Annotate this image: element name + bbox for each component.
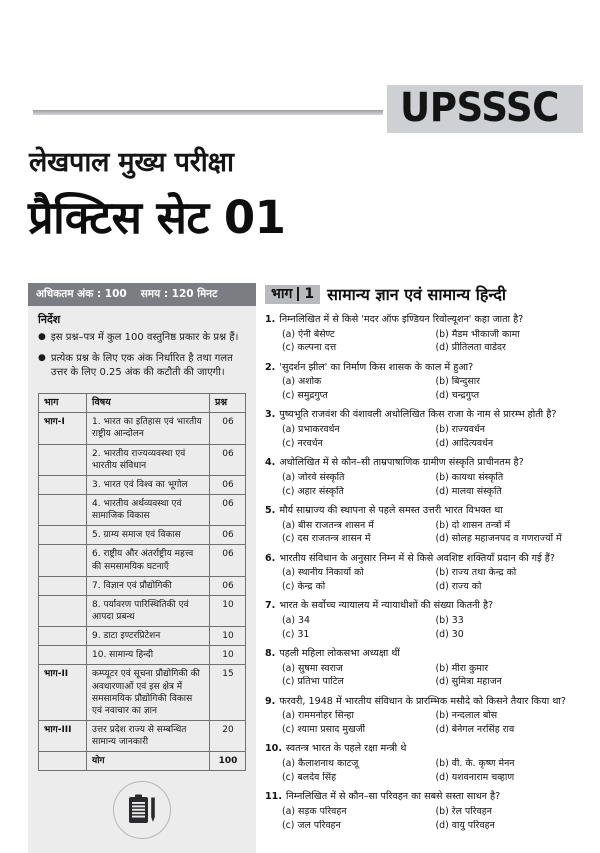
option-b[interactable]: (b) दो शासन तन्त्रों में [435,519,511,531]
question-item [265,457,585,498]
question-line [265,648,585,661]
cell-part: भाग-III [39,720,87,751]
question-line [265,696,585,709]
cell-part [39,495,87,526]
instruction-text: इस प्रश्न–पत्र में कुल 100 वस्तुनिष्ठ प्रकार के प्रश्न हैं। [50,332,239,343]
part-label: भाग [271,285,293,302]
cell-subject: 3. भारत एवं विश्व का भूगोल [87,475,210,494]
option-d[interactable]: (d) यशवनाराम चव्हाण [435,771,515,783]
option-b[interactable]: (b) मीरा कुमार [435,662,489,674]
page-header [0,0,600,262]
options-grid [265,472,585,499]
clipboard-pen-icon [113,781,171,839]
option-a[interactable]: (a) स्थानीय निकायों को [282,567,364,579]
question-text: पहली महिला लोकसभा अध्यक्षा थीं [279,648,400,660]
option-a[interactable]: (a) कैलाशनाथ काटजू [282,758,359,770]
question-text: 'सुदर्शन झील' का निर्माण किस शासक के काल में हुआ? [279,361,474,373]
option-b[interactable]: (b) बिन्दुसार [435,376,481,388]
option-d[interactable]: (d) बेनेगल नरसिंह राव [435,724,515,736]
option-b[interactable]: (b) कायथा संस्कृति [435,471,504,483]
options-grid [265,758,585,785]
section-title: सामान्य ज्ञान एवं सामान्य हिन्दी [327,285,506,304]
option-a[interactable]: (a) सड़क परिवहन [282,805,347,817]
duration-label: समय : 120 मिनट [140,288,218,300]
question-line [265,314,585,327]
question-item [265,743,585,784]
option-a[interactable]: (a) प्रभाकरवर्धन [282,424,340,436]
option-a[interactable]: (a) जोरवे संस्कृति [282,471,345,483]
table-row [39,595,246,626]
cell-count: 06 [210,545,246,576]
option-c[interactable]: (c) बलदेव सिंह [282,771,337,783]
option-c[interactable]: (c) नरवर्धन [282,437,323,449]
syllabus-table-wrap [28,389,256,772]
part-number: 1 [304,285,315,302]
table-row [39,646,246,665]
option-a[interactable]: (a) सुषमा स्वराज [282,662,343,674]
question-text: पुष्यभूति राजवंश की वंशावली अधोलिखित किस राजा के नाम से प्रारम्भ होती है? [279,409,557,421]
cell-count: 06 [210,526,246,545]
option-d[interactable]: (d) 30 [435,628,464,640]
question-number: 11. [265,791,282,803]
option-a[interactable]: (a) 34 [282,614,310,626]
cell-subject: 8. पर्यावरण पारिस्थितिकी एवं आपदा प्रबन्ध [87,595,210,626]
options-grid [265,376,585,403]
question-number: 9. [265,695,276,707]
option-d[interactable]: (d) प्रीतिलता वाडेदर [435,342,506,354]
option-c[interactable]: (c) प्रतिभा पाटिल [282,676,344,688]
question-item [265,505,585,546]
question-text: अधोलिखित में से कौन–सी ताम्रपाषाणिक ग्रामीण संस्कृति प्राचीनतम है? [279,457,524,469]
cell-part [39,627,87,646]
instruction-item [38,331,246,346]
question-number: 6. [265,552,276,564]
option-d[interactable]: (d) वायु परिवहन [435,819,495,831]
option-a[interactable]: (a) राममनोहर सिन्हा [282,710,354,722]
question-line [265,362,585,375]
question-number: 3. [265,409,276,421]
option-b[interactable]: (b) राज्यवर्धन [435,424,485,436]
option-b[interactable]: (b) राज्य तथा केन्द्र को [435,567,517,579]
question-line [265,553,585,566]
cell-count: 06 [210,475,246,494]
question-line [265,791,585,804]
option-b[interactable]: (b) वी. के. कृष्ण मेनन [435,758,515,770]
option-d[interactable]: (d) राज्य को [435,581,482,593]
question-line [265,505,585,518]
brand-name: UPSSSC [400,85,560,131]
option-c[interactable]: (c) अहार संस्कृति [282,485,344,497]
question-text: भारतीय संविधान के अनुसार निम्न में से किसे अवशिष्ट शक्तियाँ प्रदान की गई हैं? [279,552,555,564]
cell-subject: 7. विज्ञान एवं प्रौद्योगिकी [87,576,210,595]
table-row [39,475,246,494]
question-item [265,696,585,737]
cell-subject: 1. भारत का इतिहास एवं भारतीय राष्ट्रीय आन्दोलन [87,413,210,444]
question-number: 1. [265,314,276,325]
option-c[interactable]: (c) कल्पना दत्त [282,342,337,354]
question-number: 10. [265,743,282,755]
cell-part [39,752,87,771]
question-item [265,791,585,832]
question-number: 2. [265,361,276,373]
options-grid [265,663,585,690]
cell-subject: कम्प्यूटर एवं सूचना प्रौद्योगिकी की अवधारणाओं एवं इस क्षेत्र में समसामयिक प्रौद्योगिकी विकास एवं नवाचार का ज्ञान [87,665,210,721]
instruction-text: प्रत्येक प्रश्न के लिए एक अंक निर्धारित है तथा गलत उत्तर के लिए 0.25 अंक की कटौती की जाएगी। [50,352,233,378]
option-a[interactable]: (a) अशोक [282,376,322,388]
table-row [39,526,246,545]
part-badge [265,285,320,304]
cell-part [39,545,87,576]
column-header-subject: विषय [87,393,210,413]
cell-subject: 5. ग्राम्य समाज एवं विकास [87,526,210,545]
option-a[interactable]: (a) बीस राजतन्त्र शासन में [282,519,374,531]
table-row [39,495,246,526]
cell-count: 06 [210,413,246,444]
part-separator-icon [297,287,299,301]
options-grid [265,424,585,451]
question-item [265,409,585,450]
options-grid [265,806,585,833]
cell-part: भाग-II [39,665,87,721]
instructions-heading: निर्देश [38,313,61,326]
cell-count: 10 [210,646,246,665]
cell-subject-total: योग [87,752,210,771]
option-c[interactable]: (c) श्यामा प्रसाद मुखर्जी [282,724,366,736]
option-c[interactable]: (c) केन्द्र को [282,581,326,593]
question-text: भारत के सर्वोच्च न्यायालय में न्यायाधीशों की संख्या कितनी है? [279,600,494,612]
section-header [265,283,585,305]
cell-part [39,475,87,494]
cell-subject: 2. भारतीय राज्यव्यवस्था एवं भारतीय संविधान [87,444,210,475]
decorative-icon-zone [28,771,256,843]
option-d[interactable]: (d) आदित्यवर्धन [435,437,494,449]
cell-part [39,646,87,665]
cell-part [39,576,87,595]
options-grid [265,329,585,356]
table-row [39,413,246,444]
question-text: निम्नलिखित में से किसे 'मदर ऑफ इण्डियन रिवोल्यूशन' कहा जाता है? [279,314,524,325]
cell-part: भाग-I [39,413,87,444]
option-d[interactable]: (d) सोलह महाजनपद व गणराज्यों में [435,533,562,545]
cell-subject: 4. भारतीय अर्थव्यवस्था एवं सामाजिक विकास [87,495,210,526]
cell-part [39,595,87,626]
table-row-total [39,752,246,771]
question-item [265,314,585,355]
bullet-icon: ● [38,332,46,342]
table-row [39,665,246,721]
option-c[interactable]: (c) दस राजतन्त्र शासन में [282,533,371,545]
instruction-item [38,352,246,381]
cell-count: 06 [210,576,246,595]
option-b[interactable]: (b) नन्दलाल बोस [435,710,498,722]
question-number: 4. [265,457,276,469]
page-title: प्रैक्टिस सेट 01 [28,191,286,244]
question-item [265,600,585,641]
option-c[interactable]: (c) जल परिवहन [282,819,341,831]
option-b[interactable]: (b) रेल परिवहन [435,805,492,817]
column-header-count: प्रश्न [210,393,246,413]
bullet-icon: ● [38,352,46,363]
option-d[interactable]: (d) सुमित्रा महाजन [435,676,502,688]
options-grid [265,520,585,547]
max-marks-label: अधिकतम अंक : 100 [36,288,127,300]
question-item [265,553,585,594]
options-grid [265,615,585,642]
option-a[interactable]: (a) ऐनी बेसेण्ट [282,328,335,340]
instructions-block [28,306,256,389]
question-text: निम्नलिखित में से कौन–सा परिवहन का सबसे सस्ता साधन है? [286,791,501,803]
question-line [265,600,585,613]
question-line [265,457,585,470]
cell-count: 15 [210,665,246,721]
table-row [39,545,246,576]
question-line [265,743,585,756]
option-b[interactable]: (b) मैडम भीकाजी कामा [435,328,520,340]
cell-part [39,444,87,475]
table-header-row [39,393,246,413]
cell-subject: 9. डाटा इण्टरप्रिटेशन [87,627,210,646]
option-b[interactable]: (b) 33 [435,614,464,626]
cell-count: 06 [210,495,246,526]
table-row [39,576,246,595]
cell-count-total: 100 [210,752,246,771]
cell-part [39,526,87,545]
question-text: मौर्य साम्राज्य की स्थापना से पहले समस्त उत्तरी भारत विभक्त था [279,504,503,516]
cell-count: 10 [210,595,246,626]
question-item [265,648,585,689]
cell-subject: उत्तर प्रदेश राज्य से सम्बन्धित सामान्य जानकारी [87,720,210,751]
cell-subject: 6. राष्ट्रीय और अंतर्राष्ट्रीय महत्त्व की समसामयिक घटनाएँ [87,545,210,576]
question-text: स्वतन्त्र भारत के पहले रक्षा मन्त्री थे [286,743,407,755]
cell-subject: 10. सामान्य हिन्दी [87,646,210,665]
table-row [39,627,246,646]
question-number: 5. [265,504,276,516]
header-rule [33,110,383,115]
questions-column [265,283,585,839]
brand-badge [387,85,583,133]
options-grid [265,710,585,737]
table-row [39,444,246,475]
cell-count: 06 [210,444,246,475]
marks-time-bar [28,283,256,306]
option-d[interactable]: (d) मालवा संस्कृति [435,485,502,497]
column-header-part: भाग [39,393,87,413]
cell-count: 10 [210,627,246,646]
exam-info-panel [28,283,256,853]
option-c[interactable]: (c) समुद्रगुप्त [282,390,328,402]
cell-count: 20 [210,720,246,751]
question-item [265,362,585,403]
options-grid [265,567,585,594]
exam-name: लेखपाल मुख्य परीक्षा [29,147,234,178]
question-number: 8. [265,648,276,660]
question-number: 7. [265,600,276,612]
option-d[interactable]: (d) चन्द्रगुप्त [435,390,480,402]
question-text: फरवरी, 1948 में भारतीय संविधान के प्रारम्भिक मसौदे को किसने तैयार किया था? [279,695,566,707]
option-c[interactable]: (c) 31 [282,628,310,640]
syllabus-table [38,393,246,772]
syllabus-table-body [39,413,246,771]
question-line [265,409,585,422]
table-row [39,720,246,751]
